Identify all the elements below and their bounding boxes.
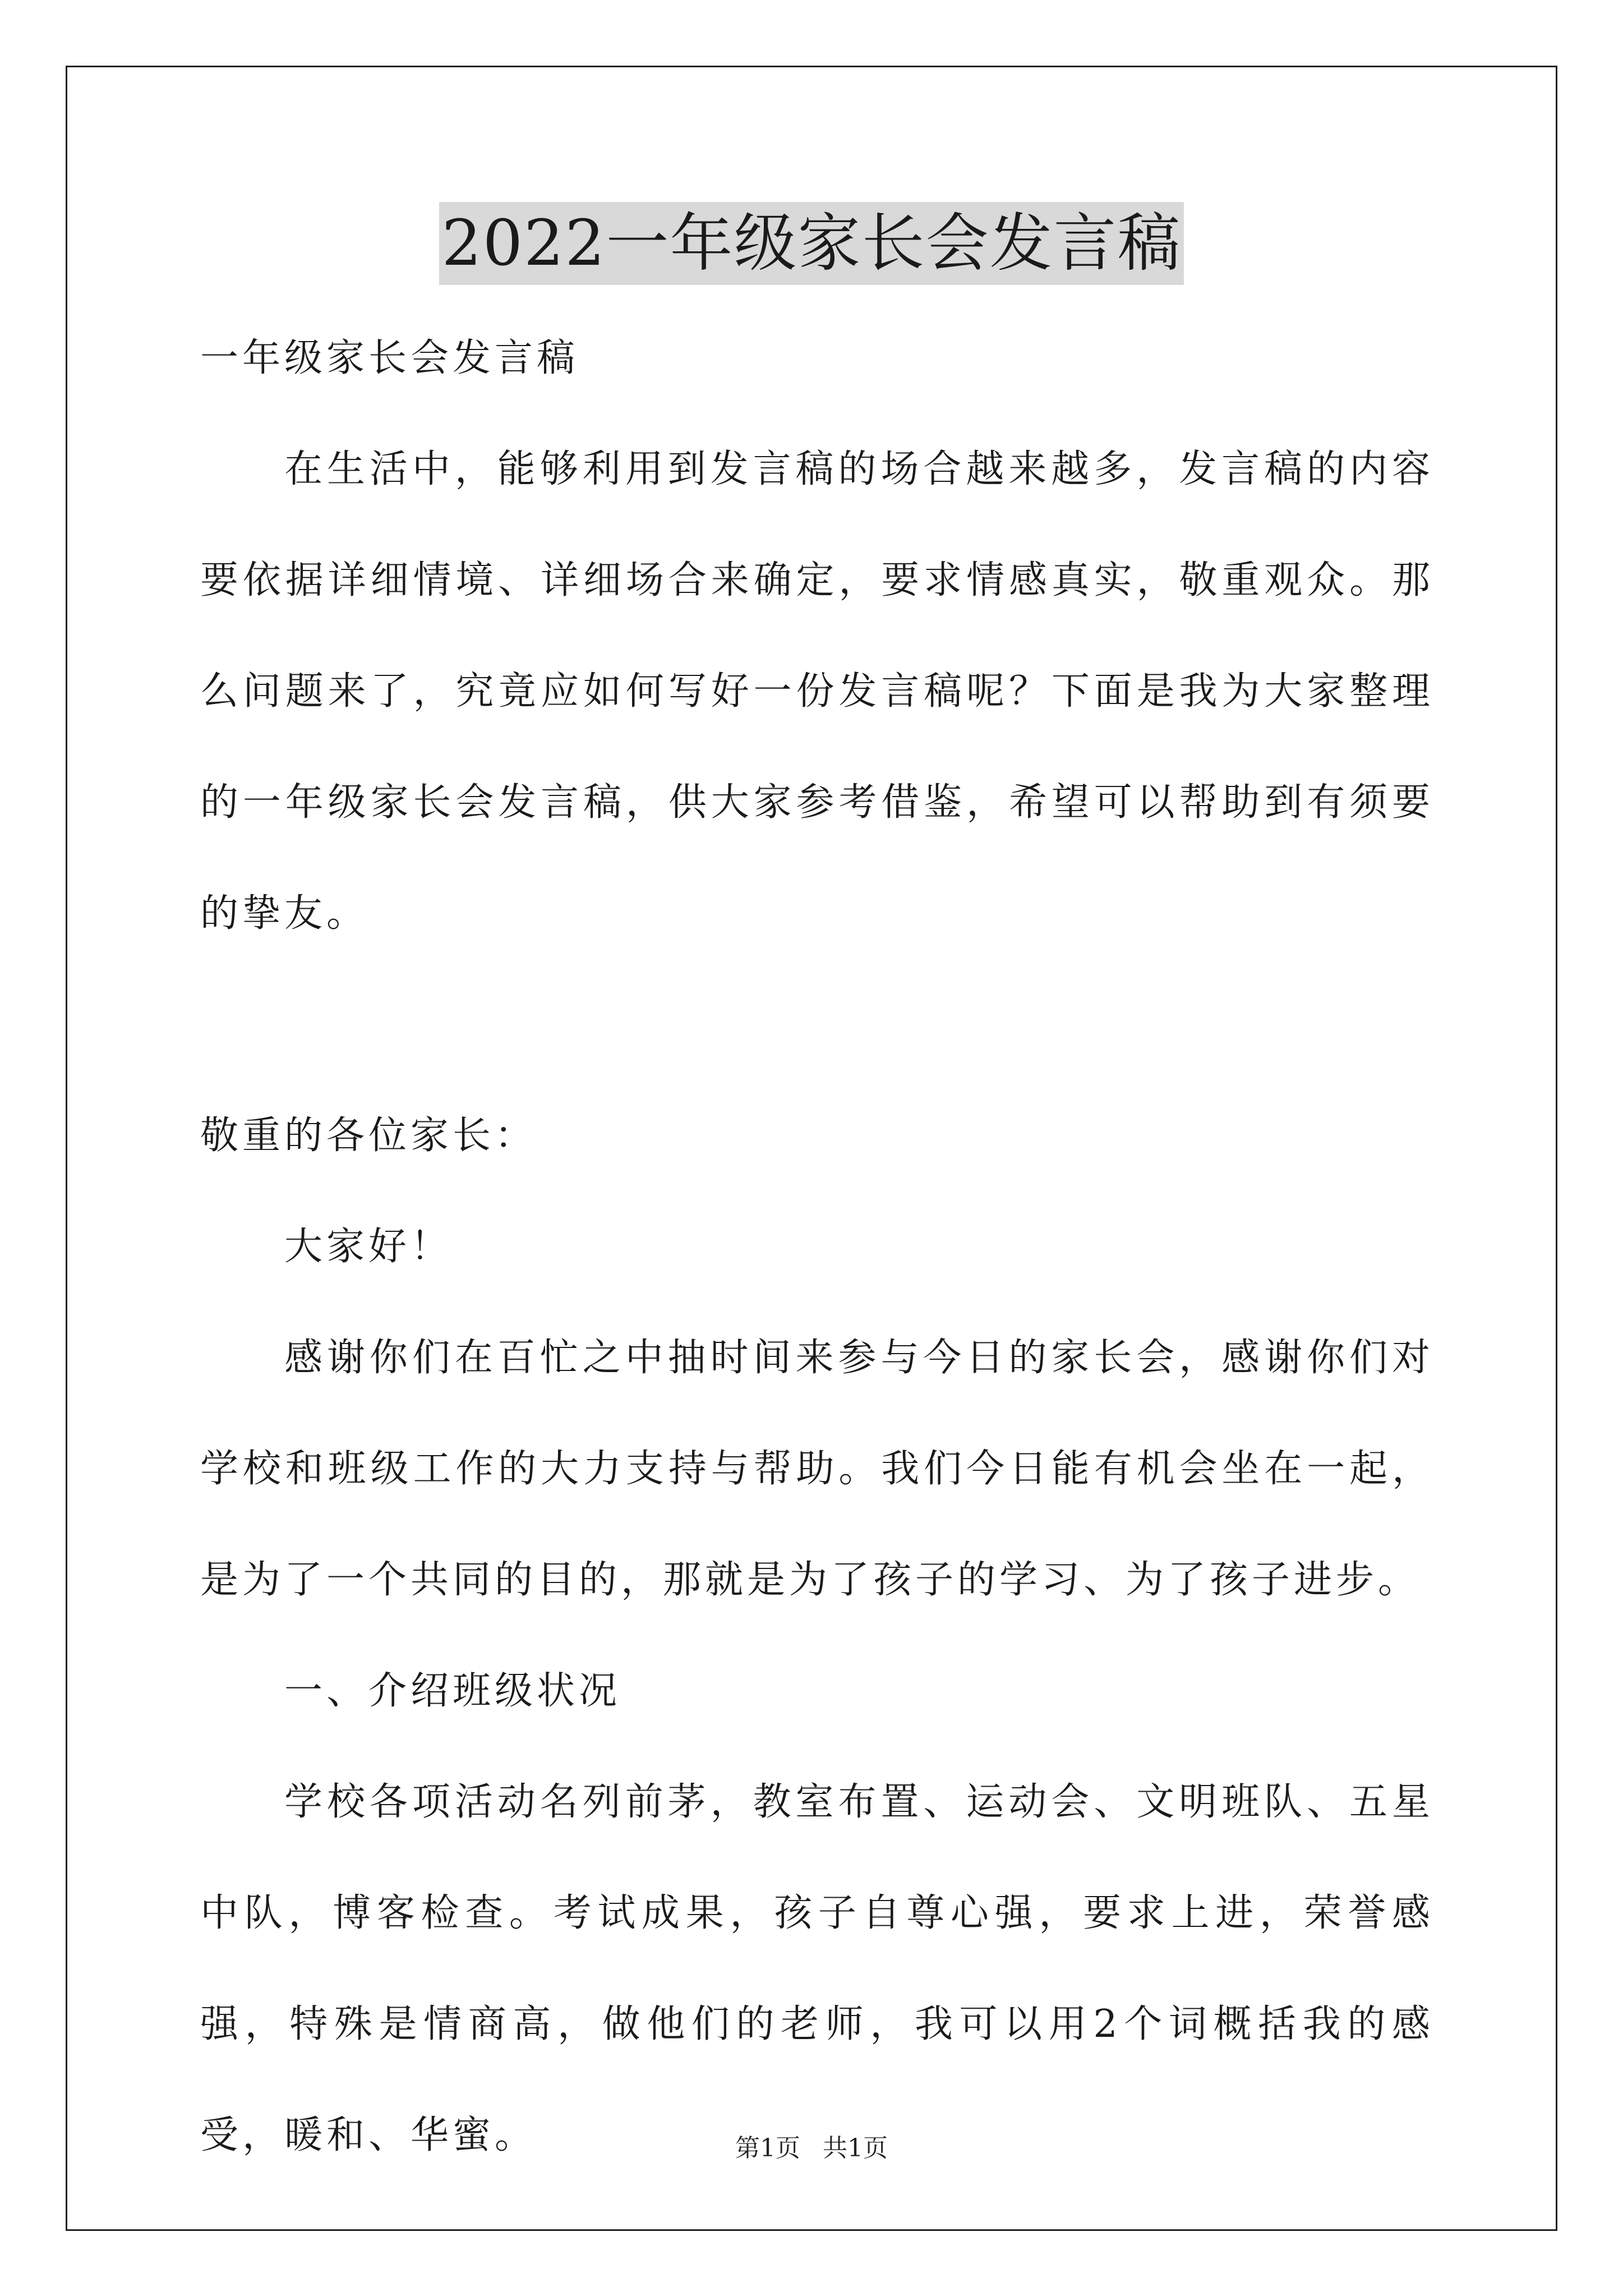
title-container — [0, 202, 1623, 285]
thanks-paragraph: 感谢你们在百忙之中抽时间来参与今日的家长会，感谢你们对学校和班级工作的大力支持与帮助。我们今日能有机会坐在一起，是为了一个共同的目的，那就是为了孩子的学习、为了孩子进步。 — [200, 1336, 1434, 1602]
document-body — [200, 303, 1434, 2191]
page-footer — [0, 2132, 1623, 2165]
document-title: 2022一年级家长会发言稿 — [439, 202, 1183, 285]
greeting: 大家好！ — [284, 1225, 453, 1269]
section-heading: 一、介绍班级状况 — [284, 1669, 621, 1713]
paragraph-gap — [200, 969, 1434, 1080]
intro-paragraph: 在生活中，能够利用到发言稿的场合越来越多，发言稿的内容要依据详细情境、详细场合来确定，要求情感真实，敬重观众。那么问题来了，究竟应如何写好一份发言稿呢？下面是我为大家整理的一年级家长会发言稿，供大家参考借鉴，希望可以帮助到有须要的挚友。 — [200, 447, 1434, 936]
page-number-current: 第1页 — [735, 2134, 800, 2162]
document-subtitle: 一年级家长会发言稿 — [200, 336, 579, 380]
class-paragraph: 学校各项活动名列前茅，教室布置、运动会、文明班队、五星中队，博客检查。考试成果，孩子自尊心强，要求上进，荣誉感强，特殊是情商高，做他们的老师，我可以用2个词概括我的感受，暖和、华蜜。 — [200, 1780, 1435, 2157]
page-number-total: 共1页 — [823, 2134, 888, 2162]
salutation: 敬重的各位家长： — [200, 1114, 537, 1158]
